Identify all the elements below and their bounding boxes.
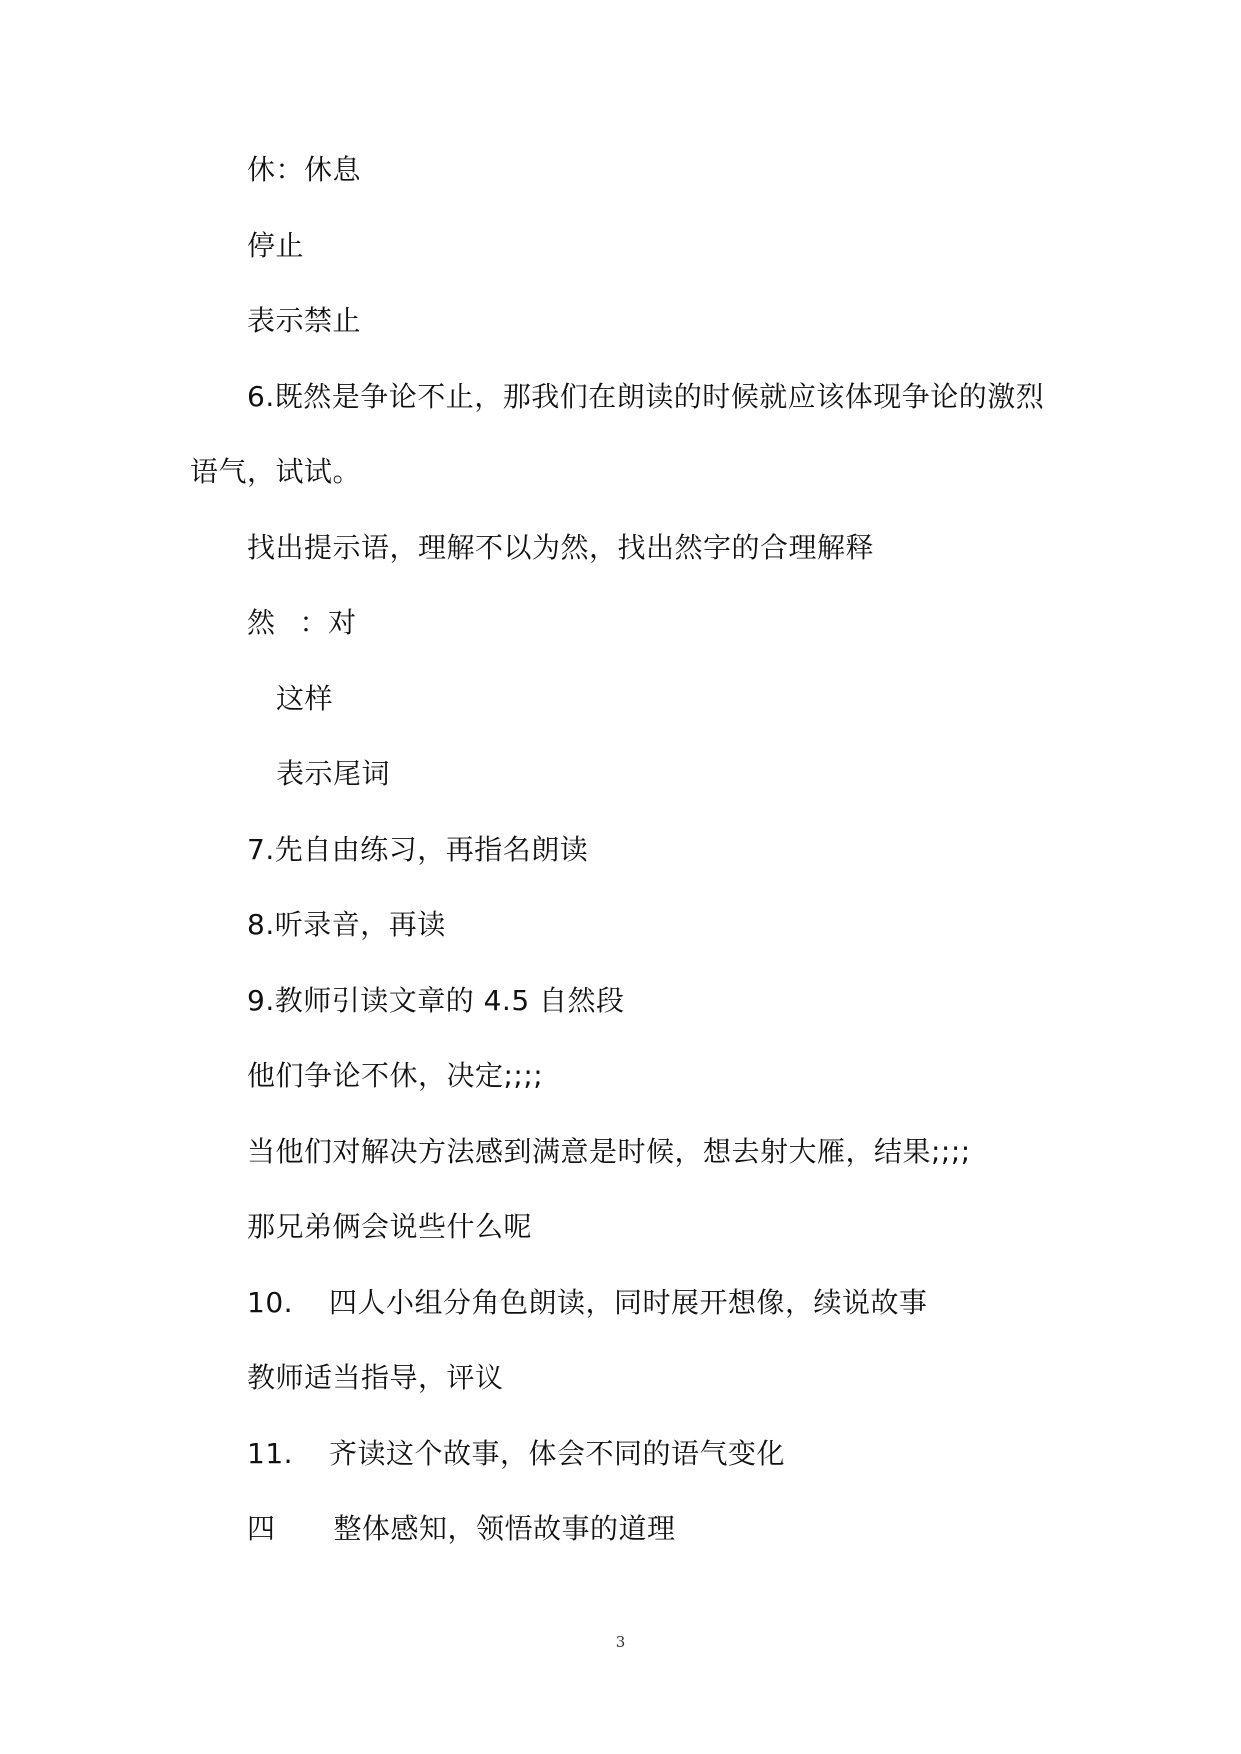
definition-line-this-way: 这样 [276, 682, 334, 715]
defined-character: 然 [247, 606, 276, 639]
guided-reading-line-1: 他们争论不休，决定;;;; [247, 1059, 544, 1092]
definition-meaning: ：对 [299, 606, 357, 639]
page-number: 3 [615, 1633, 626, 1651]
section-number: 四 [247, 1512, 276, 1545]
teacher-guidance: 教师适当指导，评议 [247, 1361, 504, 1394]
step-text: 齐读这个故事，体会不同的语气变化 [329, 1437, 786, 1470]
step-11 [247, 1436, 785, 1472]
definition-line-xiu: 休：休息 [247, 153, 362, 186]
definition-line-stop: 停止 [247, 229, 305, 262]
definition-line-suffix: 表示尾词 [276, 757, 391, 790]
step-number: 10. [247, 1286, 294, 1319]
step-9: 9.教师引读文章的 4.5 自然段 [247, 984, 625, 1017]
section-title: 整体感知，领悟故事的道理 [333, 1512, 676, 1545]
guided-reading-line-2: 当他们对解决方法感到满意是时候，想去射大雁，结果;;;; [247, 1135, 971, 1168]
step-7: 7.先自由练习，再指名朗读 [247, 833, 589, 866]
definition-line-ran [247, 605, 357, 641]
section-heading-four [247, 1511, 676, 1547]
step-8: 8.听录音，再读 [247, 908, 446, 941]
step-text: 四人小组分角色朗读，同时展开想像，续说故事 [329, 1286, 928, 1319]
step-10 [247, 1285, 928, 1321]
step-6-line-1: 6.既然是争论不止，那我们在朗读的时候就应该体现争论的激烈 [247, 380, 1045, 413]
guided-reading-line-3: 那兄弟俩会说些什么呢 [247, 1210, 533, 1243]
prompt-instruction: 找出提示语，理解不以为然，找出然字的合理解释 [247, 531, 875, 564]
definition-line-prohibit: 表示禁止 [247, 304, 362, 337]
step-number: 11. [247, 1437, 294, 1470]
step-6-line-2: 语气，试试。 [190, 455, 362, 488]
